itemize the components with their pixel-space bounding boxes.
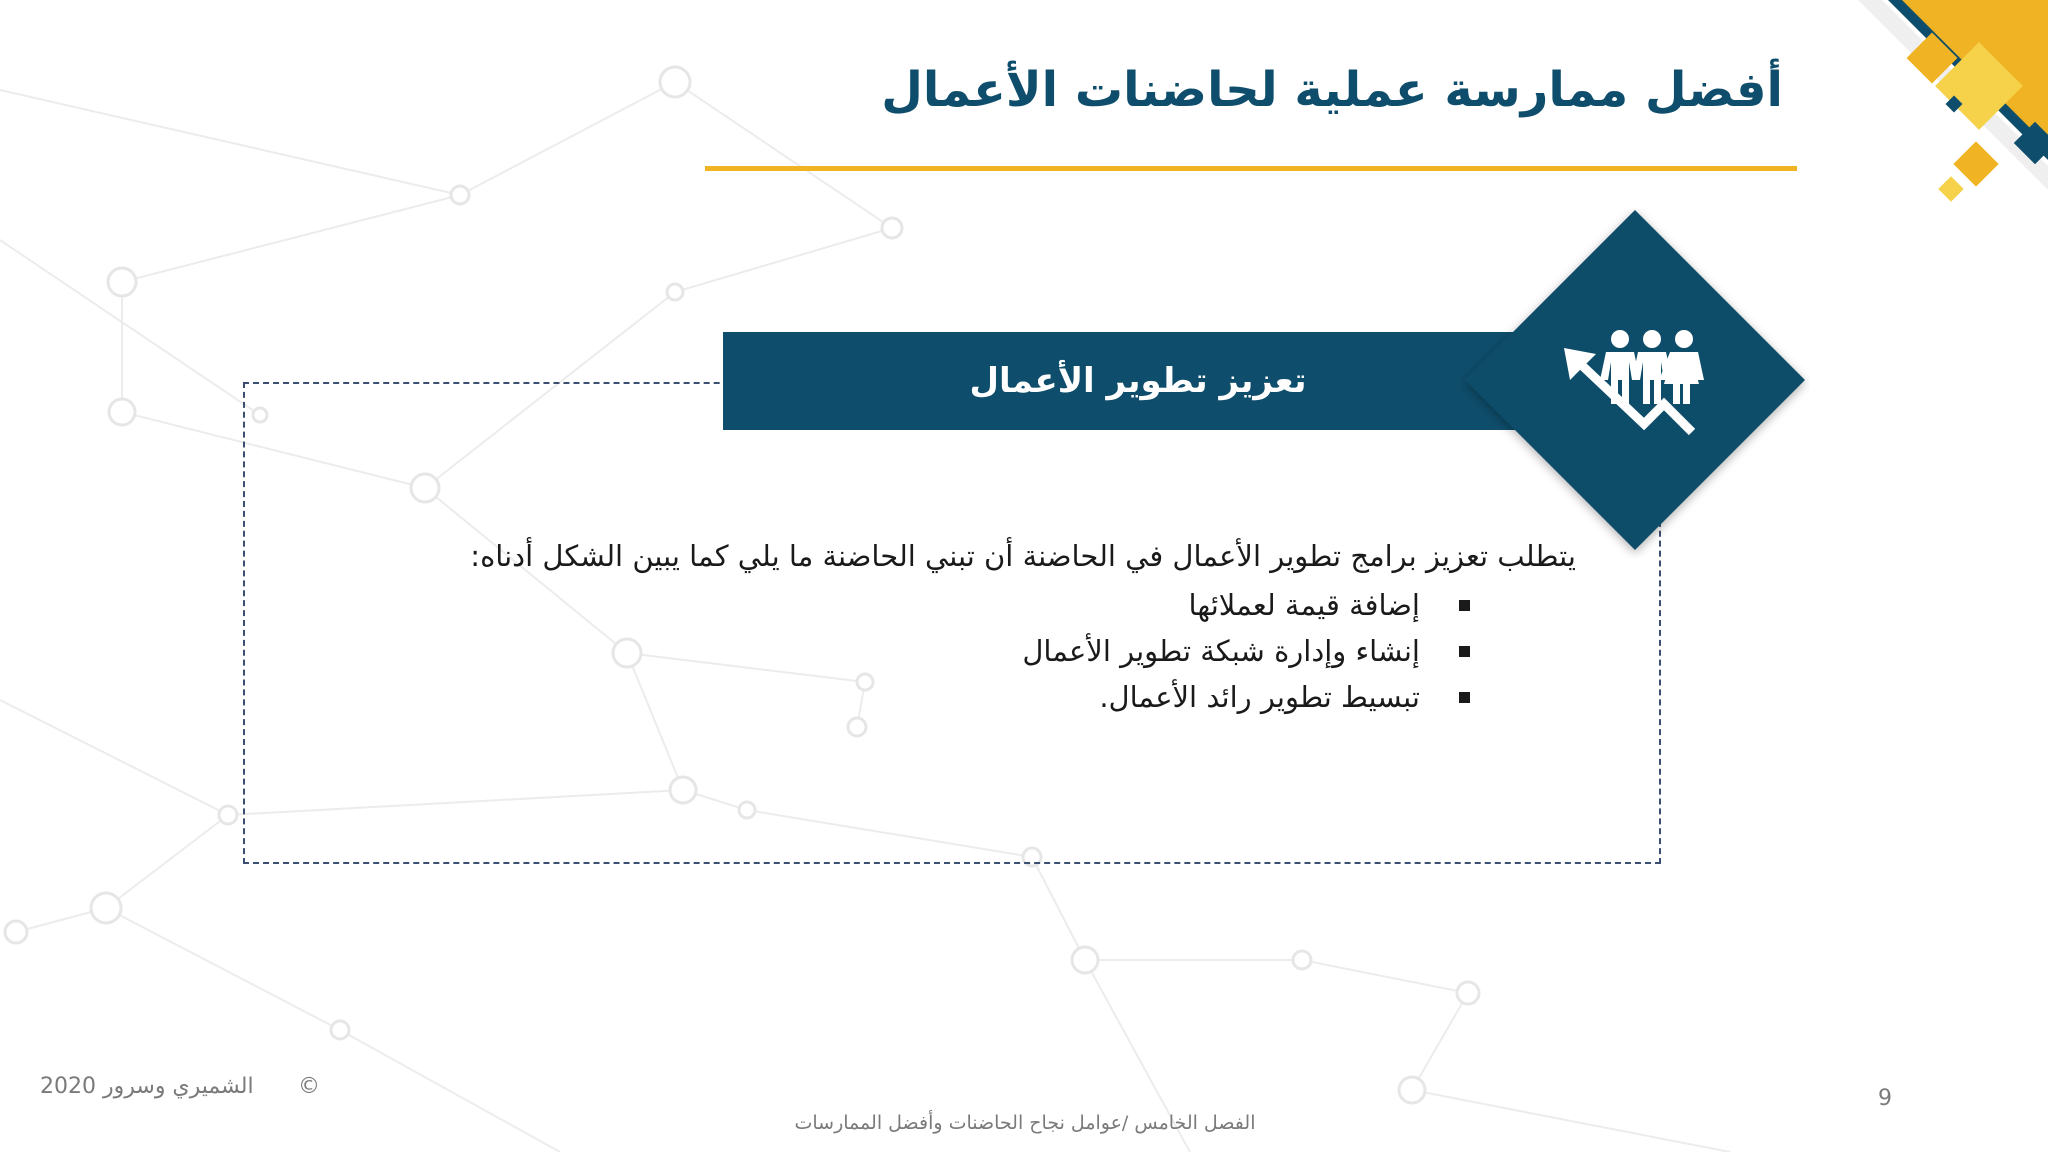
bullet-text: إضافة قيمة لعملائها <box>1188 588 1420 622</box>
square-bullet-icon <box>1459 600 1470 611</box>
list-item <box>720 628 1420 674</box>
slide-title: أفضل ممارسة عملية لحاضنات الأعمال <box>881 62 1783 118</box>
bullet-list <box>720 582 1420 720</box>
section-header-label: تعزيز تطوير الأعمال <box>969 361 1307 401</box>
square-bullet-icon <box>1459 646 1470 657</box>
footer-copyright <box>40 1074 330 1099</box>
list-item <box>720 674 1420 720</box>
copyright-text: الشميري وسرور 2020 <box>40 1074 254 1099</box>
bullet-text: تبسيط تطوير رائد الأعمال. <box>1099 680 1420 714</box>
title-underline <box>705 166 1797 171</box>
footer-chapter: الفصل الخامس /عوامل نجاح الحاضنات وأفضل الممارسات <box>794 1112 1256 1134</box>
page-number: 9 <box>1878 1086 1892 1111</box>
diamond-badge <box>1460 208 1810 558</box>
list-item <box>720 582 1420 628</box>
intro-paragraph: يتطلب تعزيز برامج تطوير الأعمال في الحاضنة أن تبني الحاضنة ما يلي كما يبين الشكل أدناه: <box>470 539 1576 573</box>
corner-decoration <box>1838 0 2048 210</box>
copyright-icon: © <box>298 1074 320 1099</box>
square-bullet-icon <box>1459 692 1470 703</box>
bullet-text: إنشاء وإدارة شبكة تطوير الأعمال <box>1022 634 1420 668</box>
